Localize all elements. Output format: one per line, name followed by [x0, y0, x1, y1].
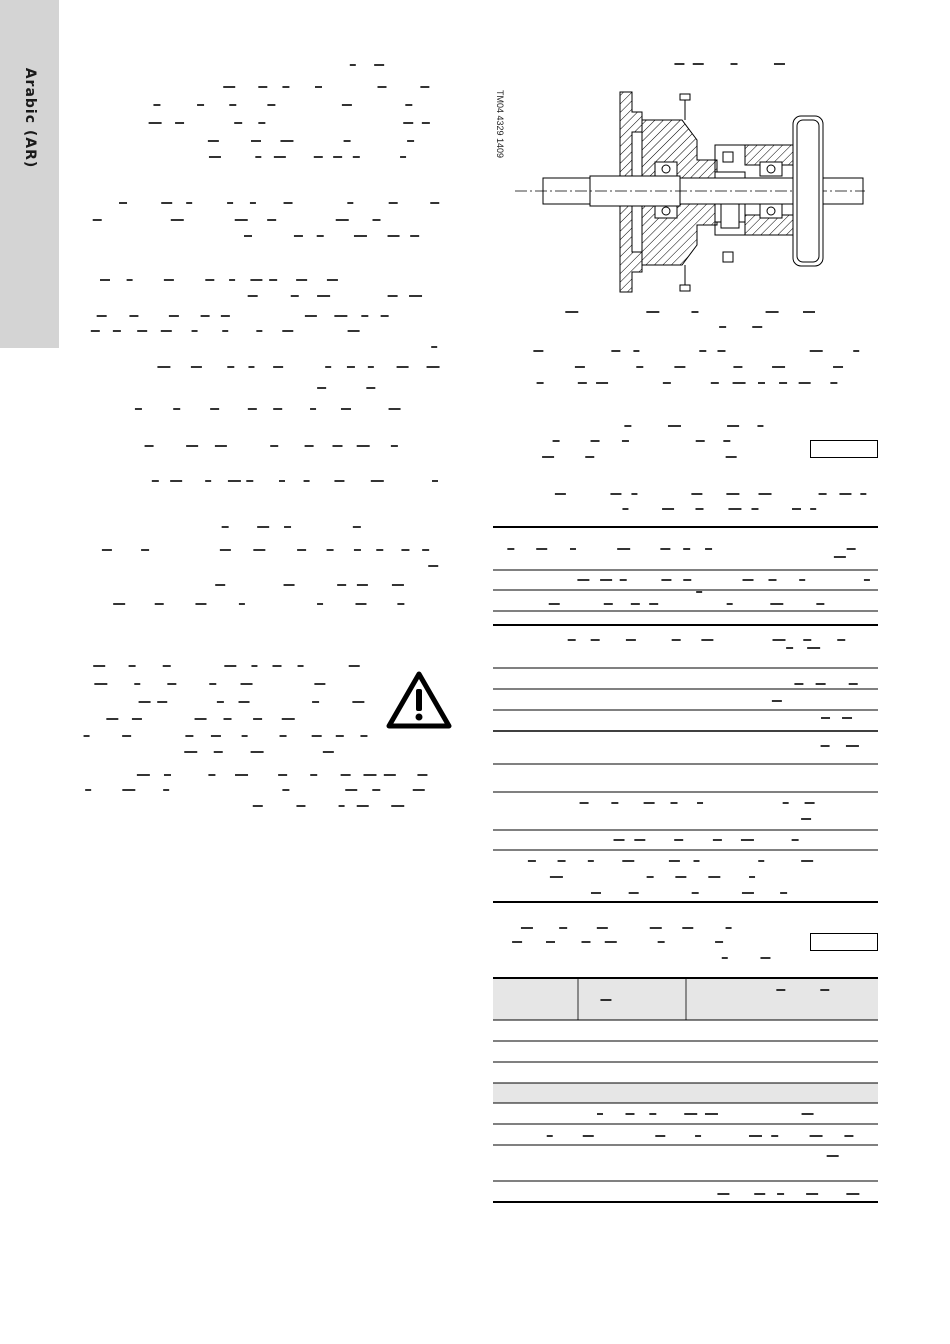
language-label: Arabic (AR) — [22, 67, 38, 169]
figure-reference-code: TM04 4329 1409 — [495, 89, 505, 159]
